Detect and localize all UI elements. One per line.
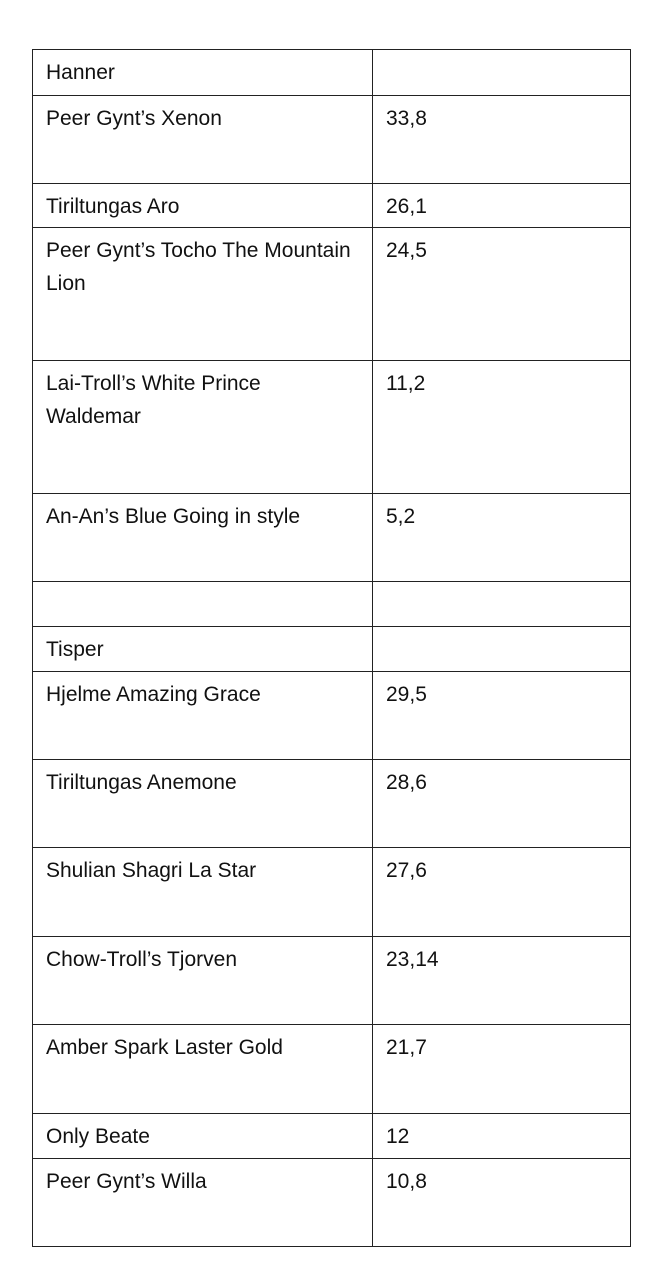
cell-value: 28,6 [373,760,631,848]
cell-value: 5,2 [373,494,631,582]
table-row [33,1114,631,1159]
table-row [33,672,631,760]
table-row [33,228,631,361]
cell-name: Tiriltungas Aro [33,184,373,228]
cell-value: 23,14 [373,937,631,1025]
cell-value [373,582,631,627]
table-row [33,96,631,184]
cell-value: 21,7 [373,1025,631,1114]
table-row [33,937,631,1025]
cell-name: An-An’s Blue Going in style [33,494,373,582]
cell-name: Hanner [33,50,373,96]
cell-value: 27,6 [373,848,631,937]
cell-name [33,582,373,627]
cell-value: 12 [373,1114,631,1159]
cell-value: 33,8 [373,96,631,184]
results-table-body [33,50,631,1247]
cell-name: Peer Gynt’s Xenon [33,96,373,184]
cell-name: Lai-Troll’s White Prince Waldemar [33,361,373,494]
cell-name: Hjelme Amazing Grace [33,672,373,760]
cell-value [373,627,631,672]
cell-value: 24,5 [373,228,631,361]
cell-value: 11,2 [373,361,631,494]
cell-name: Amber Spark Laster Gold [33,1025,373,1114]
cell-value: 26,1 [373,184,631,228]
table-row [33,1025,631,1114]
cell-value: 29,5 [373,672,631,760]
table-row [33,848,631,937]
cell-name: Only Beate [33,1114,373,1159]
cell-value [373,50,631,96]
table-row [33,1159,631,1247]
cell-name: Tisper [33,627,373,672]
table-row [33,582,631,627]
table-row [33,627,631,672]
table-row [33,760,631,848]
table-row [33,184,631,228]
table-row [33,50,631,96]
table-row [33,361,631,494]
cell-name: Chow-Troll’s Tjorven [33,937,373,1025]
cell-name: Peer Gynt’s Tocho The Mountain Lion [33,228,373,361]
cell-name: Shulian Shagri La Star [33,848,373,937]
table-row [33,494,631,582]
cell-name: Tiriltungas Anemone [33,760,373,848]
cell-value: 10,8 [373,1159,631,1247]
results-table [32,49,631,1247]
cell-name: Peer Gynt’s Willa [33,1159,373,1247]
